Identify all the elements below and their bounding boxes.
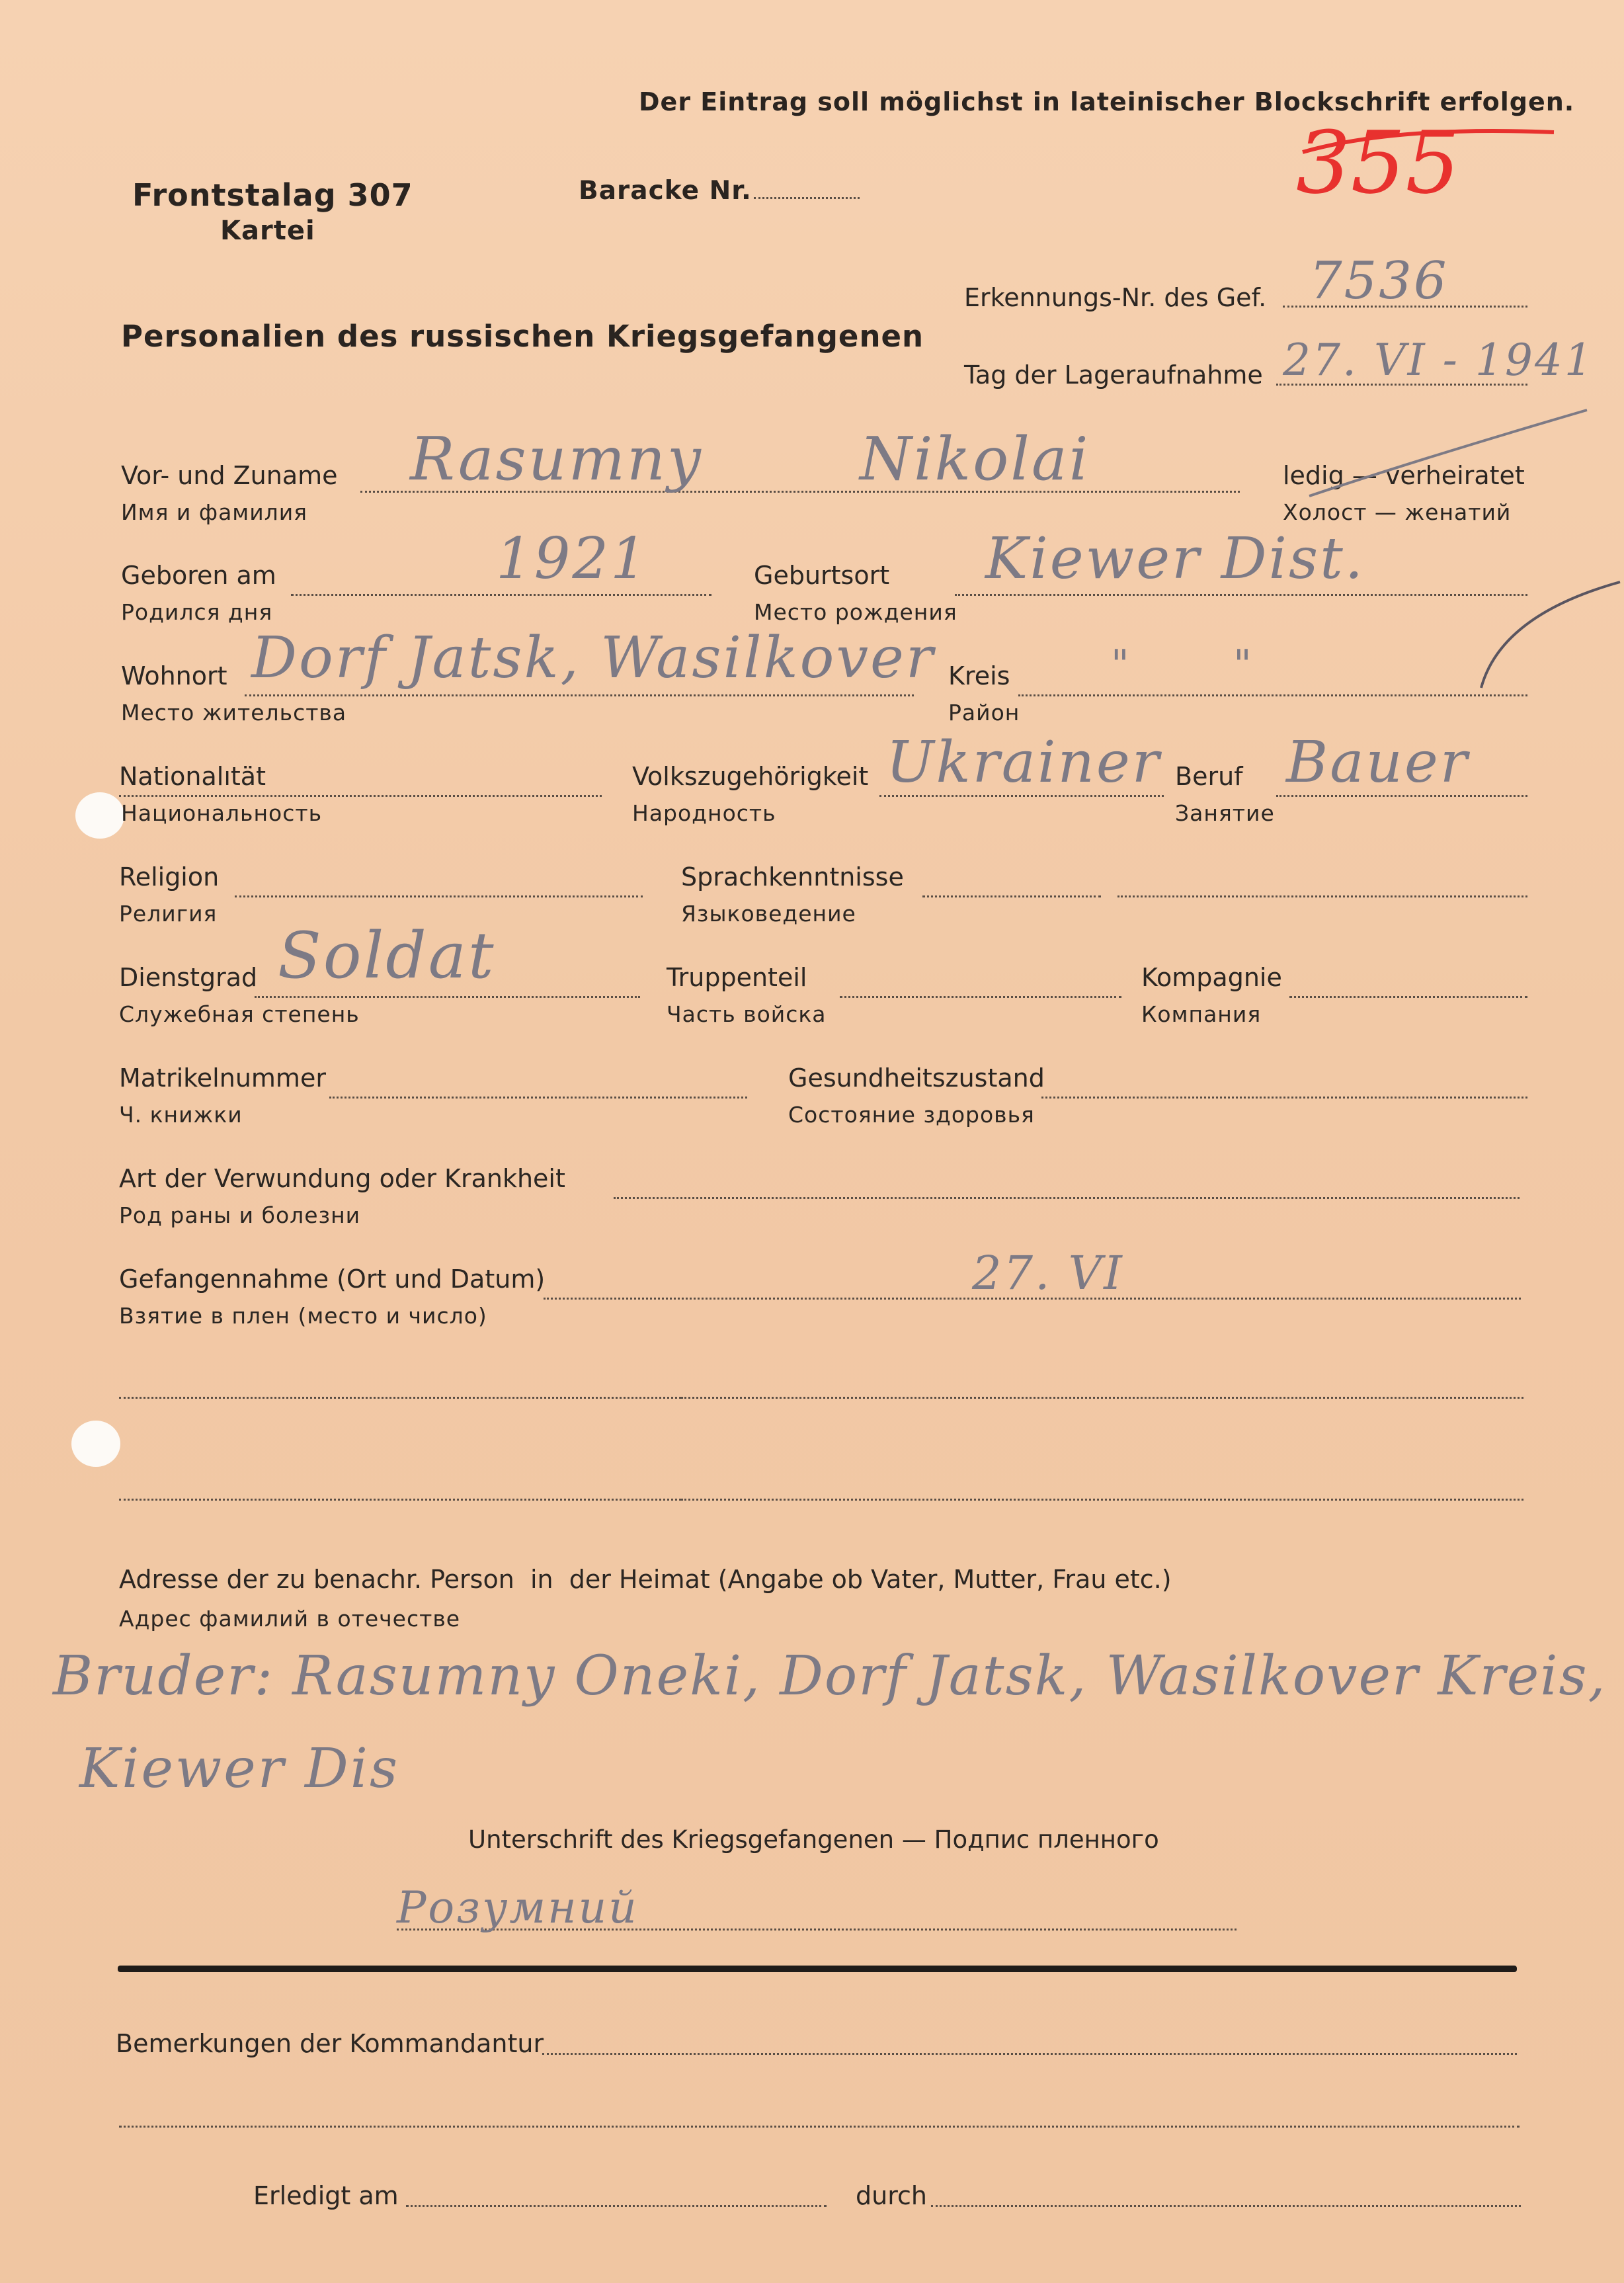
thick-divider [118,1966,1517,1972]
wohnort-label: Wohnort [121,661,227,690]
gesundheit-label-ru: Состояние здоровья [788,1102,1035,1128]
adresse-label-ru: Адрес фамилий в отечестве [119,1606,461,1632]
geboren-label: Geboren am [121,561,276,590]
marital-label-ru: Холост — женатий [1283,499,1512,525]
gefangen-value: 27. VI [972,1246,1124,1300]
verwundung-label: Art der Verwundung oder Krankheit [119,1164,565,1193]
sprach-label: Sprachkenntnisse [681,862,904,892]
red-underline [1296,119,1561,159]
matrikel-label-ru: Ч. книжки [119,1102,243,1128]
religion-line [235,895,643,897]
beruf-label: Beruf [1175,762,1243,791]
name-label-ru: Имя и фамилия [121,499,308,525]
erkennungs-label: Erkennungs-Nr. des Gef. [964,283,1267,312]
religion-label: Religion [119,862,220,892]
blank-line-1a [119,1397,681,1399]
unterschrift-value: Розумний [397,1882,639,1933]
gesundheit-line [1041,1097,1527,1099]
geburtsort-label: Geburtsort [754,561,890,590]
baracke-line [754,197,860,199]
kreis-value: " " [1111,642,1254,688]
volk-label-ru: Народность [632,800,776,826]
adresse-value-line2: Kiewer Dis [79,1737,400,1800]
bemerkungen-label: Bemerkungen der Kommandantur [116,2029,544,2058]
gesundheit-label: Gesundheitszustand [788,1063,1045,1093]
volk-value: Ukrainer [886,729,1161,796]
nationalitat-label: Nationalıtät [119,762,266,791]
sprach-label-ru: Языковедение [681,901,856,927]
durch-line [931,2205,1521,2207]
beruf-label-ru: Занятие [1175,800,1275,826]
margin-curve [1475,562,1624,694]
red-number: 355 [1296,112,1461,213]
wohnort-line [245,694,914,696]
truppenteil-label-ru: Часть войска [667,1001,827,1027]
baracke-label: Baracke Nr. [579,176,752,206]
dienstgrad-label: Dienstgrad [119,963,258,992]
erledigt-label: Erledigt am [253,2181,399,2210]
erledigt-line [406,2205,827,2207]
adresse-label: Adresse der zu benachr. Person in der Heimat (Angabe ob Vater, Mutter, Frau etc.) [119,1565,1172,1594]
name-label: Vor- und Zuname [121,461,338,490]
kompagnie-line [1289,996,1527,998]
geburtsort-line [955,594,1527,596]
punch-hole-bottom [71,1421,120,1467]
matrikel-label: Matrikelnummer [119,1063,326,1093]
truppenteil-label: Truppenteil [667,963,807,992]
surname-value: Rasumny [410,425,703,494]
beruf-value: Bauer [1286,729,1469,796]
religion-label-ru: Религия [119,901,218,927]
kompagnie-label-ru: Компания [1141,1001,1262,1027]
geburtsort-label-ru: Место рождения [754,599,957,625]
bemerkungen-line [542,2053,1517,2055]
marital-label: ledig — verheiratet [1283,461,1525,490]
wohnort-value: Dorf Jatsk, Wasilkover [251,625,936,691]
form-title: Personalien des russischen Kriegsgefangenen [121,319,924,354]
kreis-label: Kreis [948,661,1010,690]
geboren-line [291,594,711,596]
lageraufnahme-label: Tag der Lageraufnahme [964,360,1263,390]
nationalitat-line [119,795,602,797]
sprach-line-1 [922,895,1101,897]
gefangen-label-ru: Взятие в плен (место и число) [119,1303,487,1329]
kreis-label-ru: Район [948,700,1020,726]
lageraufnahme-value: 27. VI - 1941 [1283,335,1594,386]
wohnort-label-ru: Место жительства [121,700,347,726]
truppenteil-line [840,996,1121,998]
firstname-value: Nikolai [860,425,1090,494]
dienstgrad-value: Soldat [278,919,496,993]
punch-hole-top [75,792,124,839]
kreis-line [1018,694,1527,696]
erkennungs-value: 7536 [1309,251,1449,311]
geboren-value: 1921 [496,526,649,592]
strike-mark [1296,397,1600,503]
bemerkungen-line-2 [119,2126,1520,2128]
matrikel-line [329,1097,747,1099]
dienstgrad-label-ru: Служебная степень [119,1001,360,1027]
dienstgrad-line [255,996,640,998]
gefangen-label: Gefangennahme (Ort und Datum) [119,1265,546,1294]
verwundung-label-ru: Род раны и болезни [119,1202,361,1228]
kartei-label: Kartei [220,216,315,246]
durch-label: durch [856,2181,927,2210]
adresse-value-line1: Bruder: Rasumny Oneki, Dorf Jatsk, Wasilkover Kreis, [53,1645,1607,1708]
instruction-text: Der Eintrag soll möglichst in lateinischer Blockschrift erfolgen. [639,87,1575,116]
verwundung-line [614,1197,1520,1199]
kompagnie-label: Kompagnie [1141,963,1282,992]
geburtsort-value: Kiewer Dist. [985,526,1365,592]
geboren-label-ru: Родился дня [121,599,273,625]
sprach-line-2 [1117,895,1527,897]
camp-name: Frontstalag 307 [132,177,413,213]
blank-line-2a [119,1499,681,1501]
nationalitat-label-ru: Национальность [121,800,323,826]
blank-line-2b [681,1499,1523,1501]
volk-label: Volkszugehörigkeit [632,762,869,791]
unterschrift-label: Unterschrift des Kriegsgefangenen — Подпис пленного [468,1825,1159,1854]
blank-line-1b [681,1397,1523,1399]
